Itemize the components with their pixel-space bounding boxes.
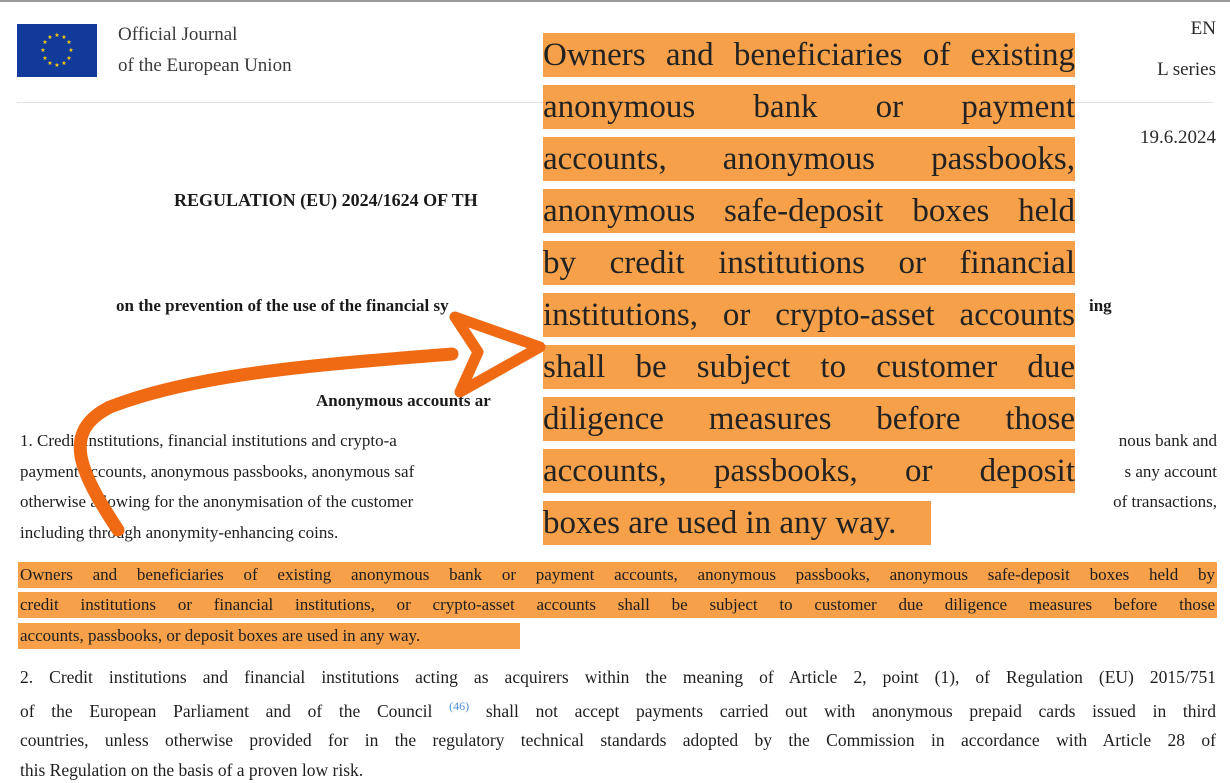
callout-text: anonymous bank or payment [543, 89, 1075, 125]
svg-text:★: ★ [66, 55, 72, 62]
article-heading: Anonymous accounts ar [316, 391, 491, 410]
callout-text: diligence measures before those [543, 401, 1075, 437]
callout-line [543, 393, 1075, 445]
journal-title-line2: of the European Union [118, 55, 292, 76]
journal-title-line1: Official Journal [118, 24, 238, 45]
language-code: EN [1190, 18, 1216, 39]
regulation-subtitle: on the prevention of the use of the financial sy [116, 296, 449, 315]
paragraph1-line1: 1. Credit institutions, financial institutions and crypto-a [20, 431, 397, 450]
paragraph2-line2-start: of the European Parliament and of the Council [20, 700, 450, 721]
highlighted-text-line: Owners and beneficiaries of existing anonymous bank or payment accounts, anonymous passbooks, anonymous safe-deposit boxes held by [20, 565, 1215, 584]
paragraph1-line3: otherwise allowing for the anonymisation of the customer [20, 492, 414, 511]
paragraph2-line3: countries, unless otherwise provided for in the regulatory technical standards adopted by the Commission in accordance with Article 28 of [20, 730, 1216, 750]
paragraph2-line4: this Regulation on the basis of a proven low risk. [20, 760, 364, 780]
regulation-title: REGULATION (EU) 2024/1624 OF TH [174, 190, 478, 210]
callout-line [543, 133, 1075, 185]
journal-title [118, 19, 292, 81]
paragraph1-line1-end: nous bank and [1118, 431, 1217, 450]
callout-text: anonymous safe-deposit boxes held [543, 193, 1075, 229]
paragraph1-line4: including through anonymity-enhancing coins. [20, 523, 339, 542]
svg-text:★: ★ [40, 47, 46, 54]
svg-text:★: ★ [47, 34, 53, 41]
svg-text:★: ★ [54, 32, 60, 39]
callout-line [543, 445, 1075, 497]
paragraph2-line1: 2. Credit institutions and financial institutions acting as acquirers within the meaning of Article 2, point (1), of Regulation (EU) 2015/751 [20, 667, 1216, 687]
svg-text:★: ★ [47, 60, 53, 67]
callout-line [543, 497, 1075, 549]
callout-line [543, 185, 1075, 237]
regulation-subtitle-tail: ing [1089, 296, 1112, 315]
paragraph1-line3-end: of transactions, [1113, 492, 1217, 511]
paragraph1-line2-end: s any account [1124, 462, 1217, 481]
callout-line [543, 289, 1075, 341]
callout-line [543, 81, 1075, 133]
svg-text:★: ★ [42, 55, 48, 62]
callout-text: boxes are used in any way. [543, 505, 897, 541]
highlighted-text-line: accounts, passbooks, or deposit boxes are used in any way. [20, 626, 421, 645]
callout-text: by credit institutions or financial [543, 245, 1075, 281]
svg-text:★: ★ [54, 62, 60, 69]
eu-stars-graphic [17, 24, 97, 77]
callout-line [543, 29, 1075, 81]
enlarged-quote-callout [543, 29, 1075, 549]
svg-text:★: ★ [68, 47, 74, 54]
paragraph1-line2: payment accounts, anonymous passbooks, anonymous saf [20, 462, 415, 481]
svg-text:★: ★ [61, 60, 67, 67]
callout-text: institutions, or crypto-asset accounts [543, 297, 1075, 333]
paragraph2-line2 [20, 699, 1216, 722]
svg-text:★: ★ [42, 39, 48, 46]
callout-line [543, 237, 1075, 289]
paragraph2-line2-end: shall not accept payments carried out with anonymous prepaid cards issued in third [469, 700, 1216, 721]
callout-line [543, 341, 1075, 393]
series-label: L series [1157, 59, 1216, 80]
svg-text:★: ★ [61, 34, 67, 41]
eu-flag-icon [17, 24, 97, 77]
publication-date: 19.6.2024 [1140, 127, 1216, 148]
callout-text: accounts, passbooks, or deposit [543, 453, 1075, 489]
callout-text: accounts, anonymous passbooks, [543, 141, 1075, 177]
svg-text:★: ★ [66, 39, 72, 46]
highlighted-text-line: credit institutions or financial institutions, or crypto-asset accounts shall be subject to customer due diligence measures before those [20, 595, 1215, 614]
footnote-link[interactable]: (46) [449, 699, 470, 713]
callout-text: shall be subject to customer due [543, 349, 1075, 385]
callout-text: Owners and beneficiaries of existing [543, 37, 1075, 73]
